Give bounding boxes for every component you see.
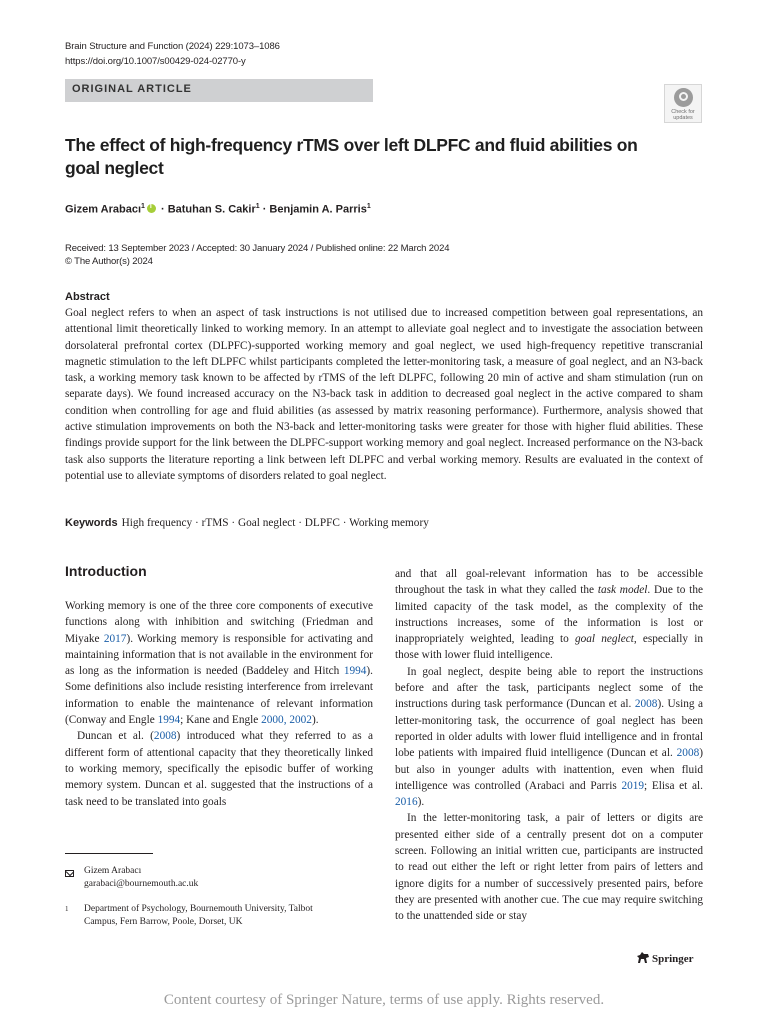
author-affil: 1 <box>141 203 145 210</box>
affil-number: 1 <box>65 905 69 913</box>
publisher-name: Springer <box>652 953 694 965</box>
contact-name: Gizem Arabacı <box>84 866 142 876</box>
author-affil: 1 <box>366 203 371 210</box>
left-column <box>65 598 373 810</box>
check-updates-icon <box>674 88 693 107</box>
citation-link[interactable]: 1994 <box>343 665 367 678</box>
journal-citation: Brain Structure and Function (2024) 229:1073–1086 <box>65 41 280 52</box>
paragraph: In goal neglect, despite being able to report the instructions before and after the task, participants neglect some of the instructions during task performance (Duncan et al. 2008). Using a letter-monitoring task, the occurrence of goal neglect has been reported in older adults with lower fluid intelligence and in frontal lobe patients with impaired fluid intelligence (Duncan et al. 2008) but also in younger adults with inattention, even when fluid intelligence was controlled (Arabaci and Parris 2019; Elisa et al. 2016). <box>395 665 703 809</box>
courtesy-notice: Content courtesy of Springer Nature, terms of use apply. Rights reserved. <box>163 992 605 1008</box>
keywords <box>65 517 429 529</box>
publication-dates <box>65 242 449 268</box>
orcid-icon[interactable] <box>147 204 156 213</box>
publisher-logo <box>636 952 694 965</box>
paragraph: and that all goal-relevant information has to be accessible throughout the task in what they called the task model. Due to the limited capacity of the task model, as the complexity of the instructions increases, some of the information is lost or inappropriately weighted, leading to goal neglect, especially in those with lower fluid intelligence. <box>395 568 703 662</box>
badge-line1: Check for <box>671 109 695 115</box>
contact-email[interactable]: garabaci@bournemouth.ac.uk <box>84 878 199 889</box>
author-sep: · <box>157 203 168 216</box>
footnote-rule <box>65 853 153 854</box>
citation-link[interactable]: 2008 <box>634 698 658 711</box>
keywords-list: High frequency · rTMS · Goal neglect · DLPFC · Working memory <box>121 517 429 529</box>
section-heading-introduction: Introduction <box>65 563 147 579</box>
paragraph: Working memory is one of the three core components of executive functions along with inhibition and switching (Friedman and Miyake 2017). Working memory is responsible for activating and maintaining information that is not available in the environment for as long as the information is needed (Baddeley and Hitch 1994). Some definitions also include resisting interference from irrelevant information to enable the maintenance of relevant information (Conway and Engle 1994; Kane and Engle 2000, 2002). <box>65 600 373 727</box>
mail-icon <box>65 870 74 877</box>
article-type-banner: ORIGINAL ARTICLE <box>65 79 373 102</box>
citation-link[interactable]: 2019 <box>621 779 645 792</box>
author-name[interactable]: Benjamin A. Parris <box>269 203 367 216</box>
history-dates: Received: 13 September 2023 / Accepted: 30 January 2024 / Published online: 22 March 2024 <box>65 243 450 254</box>
citation-link[interactable]: 2008 <box>153 730 177 743</box>
doi-link[interactable]: https://doi.org/10.1007/s00429-024-02770-y <box>65 56 246 67</box>
author-sep: · <box>259 203 270 216</box>
citation-link[interactable]: 2016 <box>395 796 418 809</box>
citation-link[interactable]: 2017 <box>103 632 127 645</box>
author-name[interactable]: Gizem Arabacı <box>65 203 142 216</box>
affil-line: Campus, Fern Barrow, Poole, Dorset, UK <box>84 916 243 927</box>
paragraph: In the letter-monitoring task, a pair of letters or digits are presented either side of a centrally present dot on a computer screen. Following an initial written cue, participants are instructed to read out either the left or right letter from pairs of letters and ignore digits for a number of successively presented pairs, before they are presented with another cue. The cue may require switching to the unattended side or stay <box>395 812 703 923</box>
article-title: The effect of high-frequency rTMS over left DLPFC and fluid abilities on goal neglect <box>65 135 638 178</box>
author-name[interactable]: Batuhan S. Cakir <box>167 203 256 216</box>
abstract-text: Goal neglect refers to when an aspect of task instructions is not utilised due to increased competition between goal representations, an attentional limit theoretically linked to working memory. In an attempt to alleviate goal neglect and to investigate the association between dorsolateral prefrontal cortex (DLPFC)-supported working memory and goal neglect, we used high-frequency repetitive transcranial magnetic stimulation to the left DLPFC whilst participants completed the letter-monitoring task, a measure of goal neglect, and an N3-back task, a working memory task known to be affected by rTMS of the left DLPFC, following 20 min of active and sham stimulation (run on separate days). We found increased accuracy on the N3-back task in addition to decreased goal neglect in the active compared to sham condition when controlling for age and fluid abilities (as assessed by matrix reasoning performance). Furthermore, analysis showed that active stimulation improvements on both the N3-back and letter-monitoring tasks were greater for those with higher fluid abilities. These findings provide support for the link between the DLPFC-support working memory and goal neglect. Increased performance on the N3-back task also supports the literature reporting a link between left DLPFC and verbal working memory. Results are evaluated in the context of potential use to alleviate symptoms of disorders related to goal neglect. <box>65 307 703 482</box>
springer-horse-icon <box>636 952 650 964</box>
citation-link[interactable]: 2008 <box>676 747 700 760</box>
paragraph: Duncan et al. (2008) introduced what they referred to as a different form of attentional capacity that they theoretically linked to working memory, specifically the episodic buffer of working memory system. Duncan et al. suggested that the instructions of a task need to be translated into goals <box>65 730 374 808</box>
author-list <box>65 203 371 216</box>
keywords-heading: Keywords <box>65 517 118 529</box>
citation-link[interactable]: 1994 <box>157 714 181 727</box>
right-column <box>395 566 703 925</box>
affil-line: Department of Psychology, Bournemouth University, Talbot <box>84 904 313 914</box>
abstract-heading: Abstract <box>65 291 110 303</box>
copyright: © The Author(s) 2024 <box>65 256 153 267</box>
citation-link[interactable]: 2000, 2002 <box>261 714 312 727</box>
check-for-updates-badge[interactable] <box>664 84 702 123</box>
author-affil: 1 <box>255 203 260 210</box>
badge-line2: updates <box>673 115 693 121</box>
